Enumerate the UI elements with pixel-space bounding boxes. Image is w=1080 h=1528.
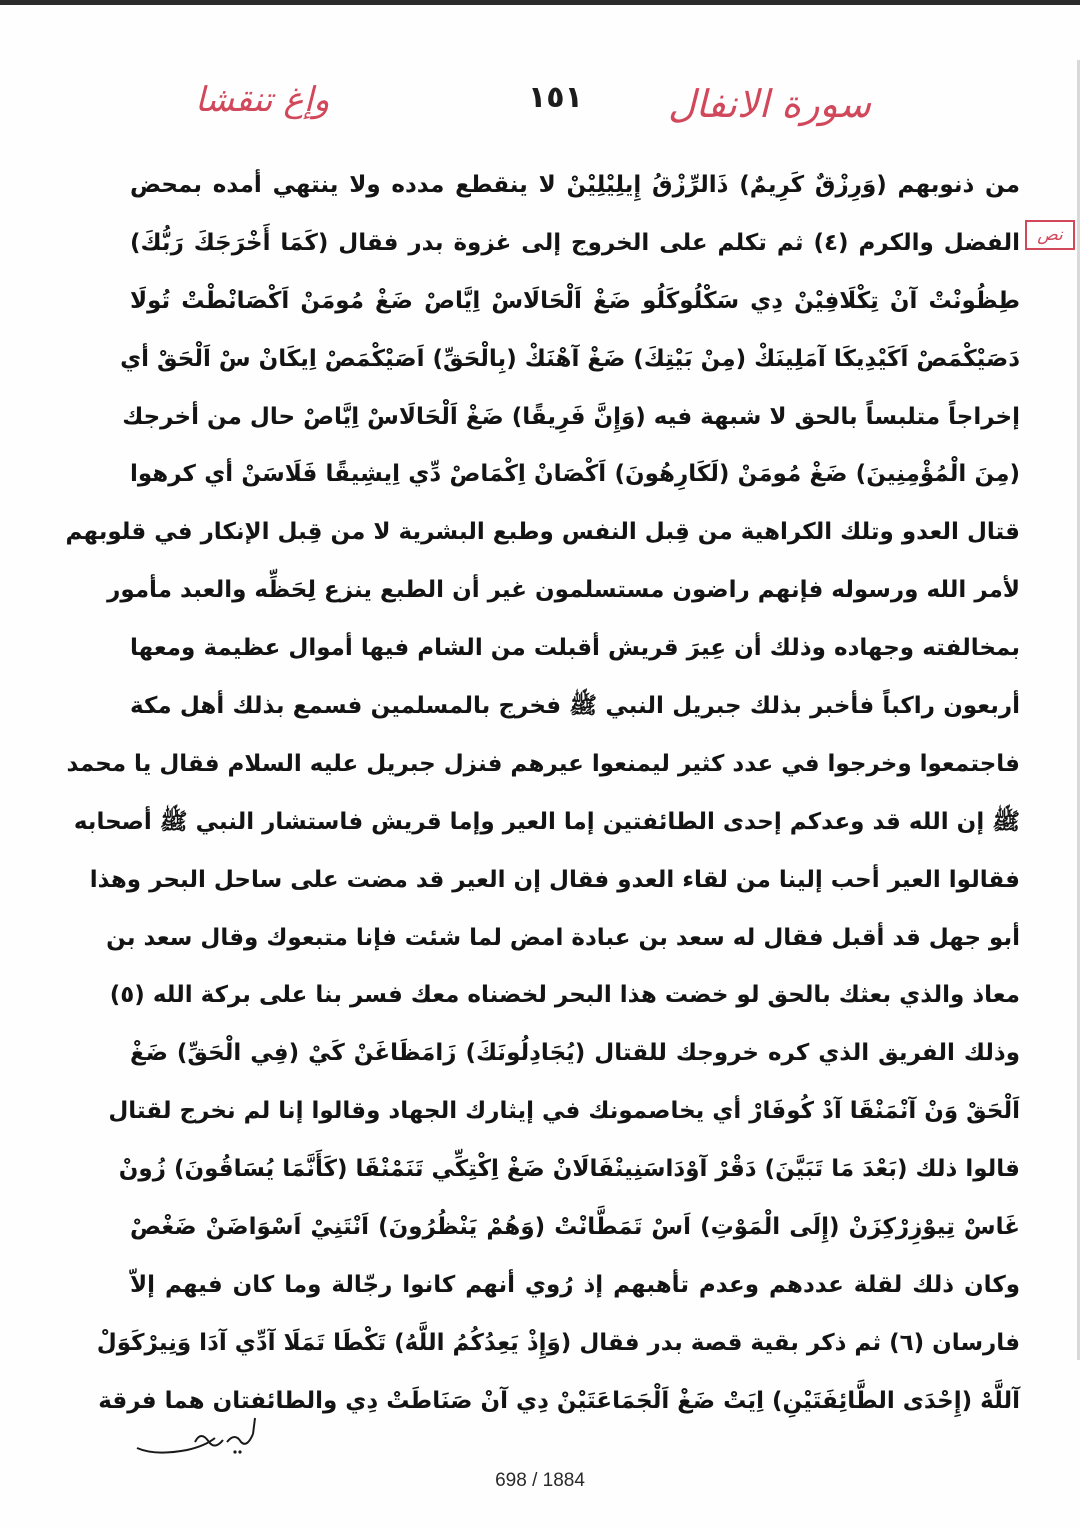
text-line: غَاسْ تِيوْزِرْكِزَنْ (إِلَى الْمَوْتِ) اَسْ تَمَطَّانْتْ (وَهُمْ يَنْظُرُونَ) اَنْتَنِيْ اَسْوَاضَنْ ضَغْصْ: [130, 1214, 1020, 1241]
page-number: ١٥١: [528, 80, 583, 115]
text-line: أبو جهل قد أقبل فقال له سعد بن عبادة امض لما شئت فإنا متبعوك وقال سعد بن: [106, 924, 1020, 951]
text-line: قتال العدو وتلك الكراهية من قِبل النفس وطبع البشرية لا من قِبل الإنكار في قلوبهم: [65, 519, 1020, 546]
text-line: اَلْحَقْ وَنْ آنْمَنْقَا آدْ كُوفَارْ أي يخاصمونك في إيثارك الجهاد وقالوا إنا لم نخرج لقتال: [108, 1098, 1020, 1125]
text-line: لأمر الله ورسوله فإنهم راضون مستسلمون غير أن الطبع ينزع لِحَظِّه والعبد مأمور: [107, 577, 1020, 604]
text-line: وذلك الفريق الذي كره خروجك للقتال (يُجَادِلُونَكَ) زَامَظَاغَنْ كَيْ (فِي الْحَقِّ) ضَغْ: [130, 1040, 1020, 1067]
text-line: فقالوا العير أحب إلينا من لقاء العدو فقال إن العير قد مضت على ساحل البحر وهذا: [89, 866, 1020, 893]
text-line: طِظُونْتْ آنْ تِكْلَافِيْنْ دِي سَكْلُوكَلُو ضَغْ اَلْحَالَاسْ اِيَّاصْ ضَغْ مُومَنْ اَكْصَانْطْتْ تُولَا: [130, 287, 1020, 314]
text-line: ﷺ إن الله قد وعدكم إحدى الطائفتين إما العير وإما قريش فاستشار النبي ﷺ أصحابه: [73, 808, 1020, 835]
text-line: (مِنَ الْمُؤْمِنِينَ) ضَغْ مُومَنْ (لَكَارِهُونَ) اَكْصَانْ اِكْمَاصْ دِّي اِيشِيقًا فَلَاسَنْ أي كرهوا: [130, 461, 1020, 488]
text-line: أربعون راكباً فأخبر بذلك جبريل النبي ﷺ فخرج بالمسلمين فسمع بذلك أهل مكة: [130, 693, 1020, 720]
top-border-line: [0, 0, 1080, 5]
text-line: دَصَيْكْمَصْ اَكَيْدِيكَا آمَلِينَكْ (مِنْ بَيْتِكَ) ضَغْ آهْنَكْ (بِالْحَقِّ) اَصَيْكْمَصْ اِيكَانْ سْ اَلْحَقْ أي: [120, 345, 1020, 372]
page-counter: 698 / 1884: [495, 1470, 585, 1491]
text-line: إخراجاً متلبساً بالحق لا شبهة فيه (وَإِنَّ فَرِيقًا) ضَغْ اَلْحَالَاسْ اِيَّاصْ حال من أخرجك: [122, 403, 1020, 430]
handwritten-signature: [135, 1412, 265, 1458]
text-line: قالوا ذلك (بَعْدَ مَا تَبَيَّنَ) دَقْرْ آوْدَاسَنِينْفَالَانْ ضَغْ اِكْتِكِّي تَنَمْنْقَا (كَأَنَّمَا يُسَاقُونَ) زُونْ: [118, 1156, 1020, 1183]
text-line: معاذ والذي بعثك بالحق لو خضت هذا البحر لخضناه معك فسر بنا على بركة الله (٥): [109, 982, 1020, 1009]
handwritten-header-left: وإغ تنقشا: [195, 80, 330, 120]
text-line: فارسان (٦) ثم ذكر بقية قصة بدر فقال (وَإِذْ يَعِدُكُمُ اللَّهُ) تَكْطَا تَمَلَا آدِّي آدَا وَنِيرْكَوَلْ: [96, 1329, 1020, 1356]
text-line: وكان ذلك لقلة عددهم وعدم تأهبهم إذ رُوي أنهم كانوا رجّالة وما كان فيهم إلاّ: [130, 1271, 1020, 1298]
text-line: الفضل والكرم (٤) ثم تكلم على الخروج إلى غزوة بدر فقال (كَمَا أَخْرَجَكَ رَبُّكَ): [130, 229, 1020, 256]
text-line: فاجتمعوا وخرجوا في عدد كثير ليمنعوا عيرهم فنزل جبريل عليه السلام فقال يا محمد: [66, 750, 1020, 777]
margin-annotation-box: نص: [1025, 220, 1075, 250]
text-line: بمخالفته وجهاده وذلك أن عِيرَ قريش أقبلت من الشام فيها أموال عظيمة ومعها: [130, 635, 1020, 662]
text-line: آللَّهْ (إِحْدَى الطَّائِفَتَيْنِ) اِيَتْ ضَغْ اَلْجَمَاعَتَيْنْ دِي آنْ صَنَاطَتْ دِي والطائفتان هما فرقة: [98, 1387, 1020, 1414]
commentary-text: [65, 157, 1020, 1431]
text-line: من ذنوبهم (وَرِزْقٌ كَرِيمٌ) ذَالرِّزْقُ إِيلِيْلِيْنْ لا ينقطع مدده ولا ينتهي أمده بمحض: [130, 172, 1020, 198]
handwritten-surah-title: سورة الانفال: [668, 82, 872, 126]
